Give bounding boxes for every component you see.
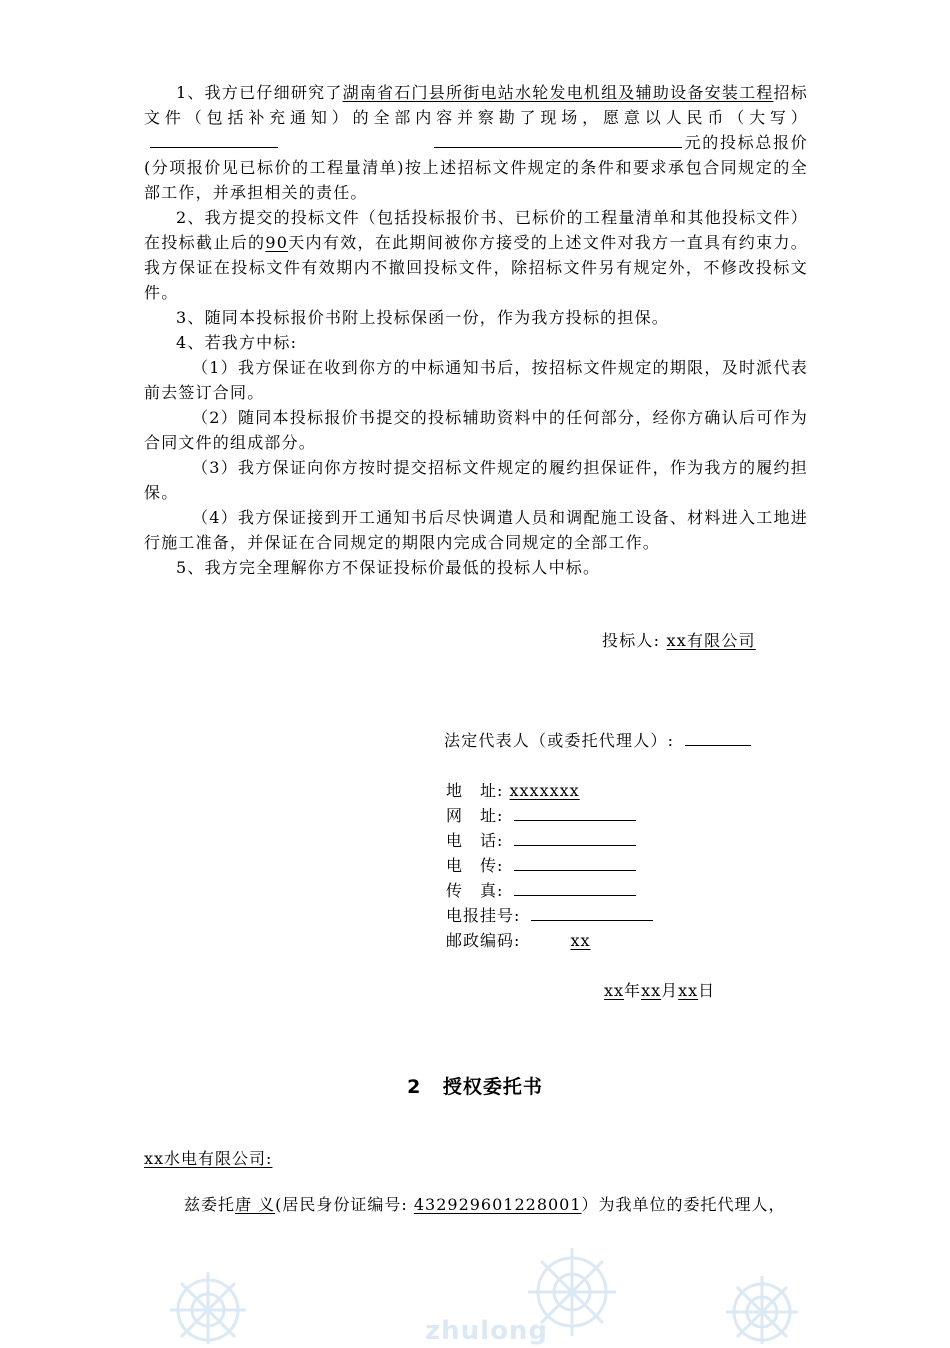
snowflake-icon xyxy=(170,1272,246,1344)
snowflake-icon xyxy=(528,1248,616,1336)
address-value: xxxxxxx xyxy=(509,781,580,800)
website-blank xyxy=(514,806,636,821)
bid-letter-body xyxy=(144,80,808,580)
paragraph-3: 3、随同本投标报价书附上投标保函一份，作为我方投标的担保。 xyxy=(176,308,669,327)
date-day: xx xyxy=(678,981,699,1000)
legal-representative-line: 法定代表人（或委托代理人）: xyxy=(444,728,751,751)
phone-row: 电 话: xyxy=(446,828,653,853)
bidder-name: xx有限公司 xyxy=(666,631,756,650)
paragraph-4-1: （1）我方保证在收到你方的中标通知书后，按招标文件规定的期限，及时派代表前去签订合同。 xyxy=(144,358,808,402)
id-number: 432929601228001 xyxy=(413,1195,582,1214)
watermark-snowflake-icons xyxy=(0,1240,950,1344)
date-line: xx年xx月xx日 xyxy=(604,981,716,1000)
paragraph-2: 2、我方提交的投标文件（包括投标报价书、已标价的工程量清单和其他投标文件）在投标截止后的90天内有效，在此期间被你方接受的上述文件对我方一直具有约束力。我方保证在投标文件有效期内不撤回投标文件，除招标文件另有规定外，不修改投标文件。 xyxy=(144,208,808,302)
paragraph-4: 4、若我方中标: xyxy=(176,333,298,352)
telex-blank xyxy=(514,856,636,871)
amount-blank xyxy=(434,133,682,148)
section-heading: 授权委托书 xyxy=(442,1076,543,1098)
project-name: 湖南省石门县所街电站水轮发电机组及辅助设备安装工程 xyxy=(342,83,774,102)
fax-blank xyxy=(514,881,636,896)
snowflake-icon xyxy=(726,1276,798,1344)
representative-blank xyxy=(685,731,751,746)
cable-row: 电报挂号: xyxy=(446,903,653,928)
phone-blank xyxy=(514,831,636,846)
watermark xyxy=(0,1240,950,1344)
paragraph-4-4: （4）我方保证接到开工通知书后尽快调遣人员和调配施工设备、材料进入工地进行施工准备，并保证在合同规定的期限内完成合同规定的全部工作。 xyxy=(144,508,808,552)
watermark-brand: zhulong xyxy=(425,1316,549,1346)
entrust-line: 兹委托唐 义(居民身份证编号: 432929601228001）为我单位的委托代理人， xyxy=(184,1195,786,1214)
telex-row: 电 传: xyxy=(446,853,653,878)
amount-uppercase-blank xyxy=(150,133,278,148)
date-year: xx xyxy=(604,981,625,1000)
paragraph-4-3: （3）我方保证向你方按时提交招标文件规定的履约担保证件，作为我方的履约担保。 xyxy=(144,458,808,502)
postcode-row: 邮政编码: xx xyxy=(446,928,653,953)
recipient: xx水电有限公司: xyxy=(144,1149,273,1168)
contact-info xyxy=(446,778,653,953)
agent-name: 唐 义 xyxy=(235,1195,276,1214)
cable-blank xyxy=(531,906,653,921)
fax-row: 传 真: xyxy=(446,878,653,903)
section-title xyxy=(0,1072,950,1099)
website-row: 网 址: xyxy=(446,803,653,828)
paragraph-1: 1、我方已仔细研究了湖南省石门县所街电站水轮发电机组及辅助设备安装工程招标文件（包括补充通知）的全部内容并察勘了现场，愿意以人民币（大写）元的投标总报价(分项报价见已标价的工程量清单)按上述招标文件规定的条件和要求承包合同规定的全部工作，并承担相关的责任。 xyxy=(144,83,808,202)
paragraph-5: 5、我方完全理解你方不保证投标价最低的投标人中标。 xyxy=(176,558,601,577)
validity-days: 90 xyxy=(265,233,289,252)
address-row: 地 址: xxxxxxx xyxy=(446,781,580,800)
paragraph-4-2: （2）随同本投标报价书提交的投标辅助资料中的任何部分，经你方确认后可作为合同文件的组成部分。 xyxy=(144,408,808,452)
postcode-value: xx xyxy=(570,931,591,950)
bidder-line: 投标人: xx有限公司 xyxy=(602,631,756,650)
date-month: xx xyxy=(641,981,662,1000)
section-number: 2 xyxy=(407,1076,422,1098)
